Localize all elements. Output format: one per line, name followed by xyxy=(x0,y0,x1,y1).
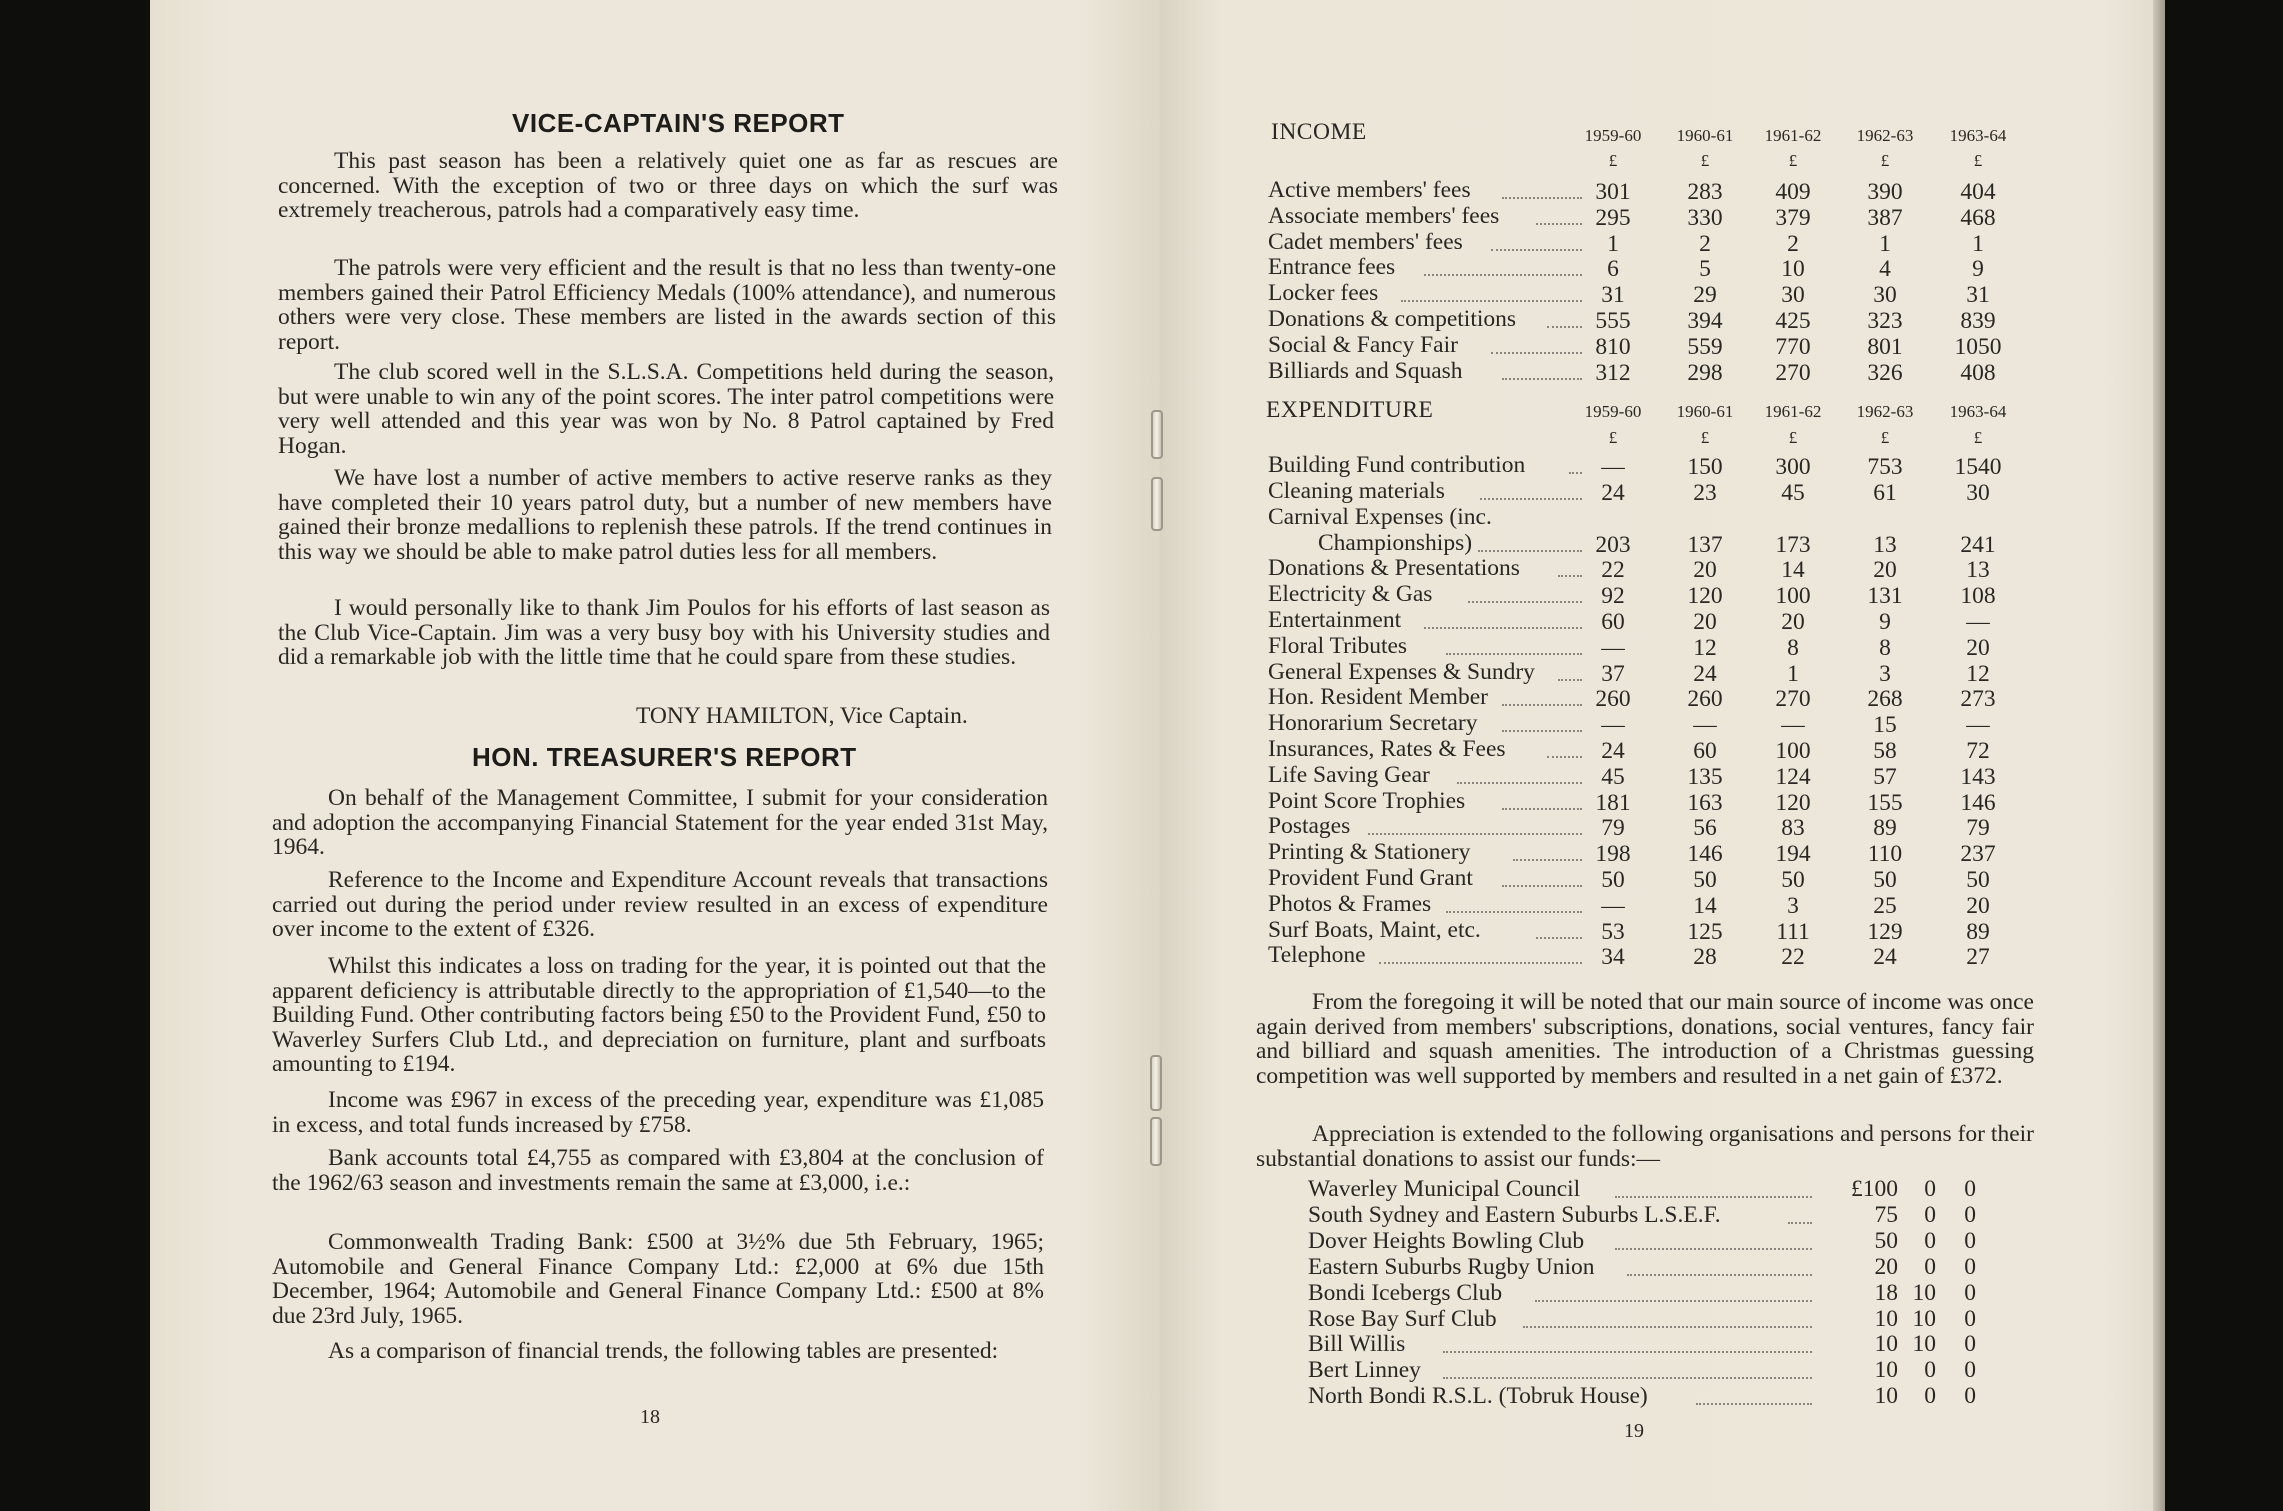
expenditure-value-cell: — xyxy=(1966,609,1990,635)
expenditure-value-cell: 237 xyxy=(1960,841,1996,868)
expenditure-value-cell: 72 xyxy=(1966,738,1990,764)
expenditure-currency-symbol: £ xyxy=(1973,428,1983,447)
donor-leader-dots xyxy=(1615,1246,1812,1250)
donation-pounds: 10 xyxy=(1874,1305,1898,1332)
income-leader-dots xyxy=(1536,221,1582,225)
vice-captain-paragraph-5: I would personally like to thank Jim Poulos for his efforts of last season as the Club Vice-Captain. Jim was a very busy boy with his University studies and did a remarkable job with the little time that he could spare from these studies. xyxy=(278,595,1050,671)
income-value-cell: 2 xyxy=(1787,230,1799,257)
expenditure-value-cell: 146 xyxy=(1687,841,1723,868)
income-leader-dots xyxy=(1424,272,1582,276)
expenditure-value-cell: 27 xyxy=(1966,944,1990,971)
vice-captain-paragraph-1: This past season has been a relatively quiet one as far as rescues are concerned. With the exception of two or three days on which the surf was extremely treacherous, patrols had a comparatively easy time. xyxy=(278,148,1058,224)
donation-shillings: 0 xyxy=(1924,1201,1936,1228)
donor-leader-dots xyxy=(1523,1324,1812,1328)
staple-bottom-lower xyxy=(1150,1117,1162,1166)
expenditure-value-cell: 89 xyxy=(1873,815,1897,842)
income-year-header: 1962-63 xyxy=(1856,126,1914,145)
donation-shillings: 0 xyxy=(1924,1176,1936,1202)
expenditure-value-cell: 24 xyxy=(1601,479,1625,506)
donor-name: Rose Bay Surf Club xyxy=(1308,1305,1497,1332)
expenditure-leader-dots xyxy=(1547,754,1582,758)
expenditure-leader-dots xyxy=(1368,831,1582,835)
income-value-cell: 810 xyxy=(1595,333,1631,360)
donor-name: Waverley Municipal Council xyxy=(1308,1176,1581,1202)
expenditure-currency-symbol: £ xyxy=(1880,428,1890,447)
income-value-cell: 1 xyxy=(1972,230,1984,257)
income-row-label: Social & Fancy Fair xyxy=(1268,331,1458,358)
donation-pence: 0 xyxy=(1964,1227,1976,1254)
income-value-cell: 409 xyxy=(1775,179,1811,205)
expenditure-row-label: General Expenses & Sundry xyxy=(1268,658,1535,685)
expenditure-year-header: 1959-60 xyxy=(1584,402,1642,421)
treasurer-paragraph-4: Income was £967 in excess of the preceding year, expenditure was £1,085 in excess, and total funds increased by £758. xyxy=(272,1087,1044,1138)
expenditure-value-cell: 58 xyxy=(1873,738,1897,764)
expenditure-value-cell: 45 xyxy=(1781,479,1805,506)
income-value-cell: 30 xyxy=(1781,282,1805,309)
income-value-cell: 295 xyxy=(1595,204,1631,231)
expenditure-value-cell: 135 xyxy=(1687,763,1723,790)
vice-captain-signature: TONY HAMILTON, Vice Captain. xyxy=(636,703,968,729)
expenditure-year-header: 1961-62 xyxy=(1764,402,1822,421)
expenditure-leader-dots xyxy=(1536,935,1582,939)
income-summary-paragraph: From the foregoing it will be noted that our main source of income was once again derived from members' subscriptions, donations, social ventures, fancy fair and billiard and squash amenities. The introduction of a Christmas guessing competition was well supported by members and resulted in a net gain of £372. xyxy=(1256,989,2034,1089)
expenditure-value-cell: 270 xyxy=(1775,686,1811,713)
income-year-header: 1959-60 xyxy=(1584,126,1642,145)
expenditure-row-label: Carnival Expenses (inc. xyxy=(1268,503,1492,530)
expenditure-value-cell: 61 xyxy=(1873,479,1897,506)
expenditure-leader-dots xyxy=(1502,806,1582,810)
income-row-label: Donations & competitions xyxy=(1268,306,1517,332)
page-number-right: 19 xyxy=(1624,1420,1644,1442)
donation-pence: 0 xyxy=(1964,1279,1976,1306)
expenditure-value-cell: 15 xyxy=(1873,712,1897,739)
expenditure-value-cell: 3 xyxy=(1787,892,1799,919)
expenditure-value-cell: 20 xyxy=(1693,557,1717,584)
donation-pence: 0 xyxy=(1964,1357,1976,1384)
income-leader-dots xyxy=(1401,298,1582,302)
donor-leader-dots xyxy=(1443,1375,1813,1379)
expenditure-value-cell: 20 xyxy=(1966,892,1990,919)
expenditure-row-label: Life Saving Gear xyxy=(1268,761,1430,788)
donation-shillings: 10 xyxy=(1912,1305,1936,1332)
expenditure-value-cell: 89 xyxy=(1966,918,1990,945)
expenditure-value-cell: — xyxy=(1601,712,1625,739)
expenditure-row-label: Donations & Presentations xyxy=(1268,555,1520,582)
expenditure-value-cell: 53 xyxy=(1601,918,1625,945)
expenditure-value-cell: 13 xyxy=(1966,557,1990,584)
expenditure-leader-dots xyxy=(1502,883,1582,887)
income-row-label: Associate members' fees xyxy=(1268,202,1500,229)
donor-leader-dots xyxy=(1535,1298,1813,1302)
donation-pence: 0 xyxy=(1964,1305,1976,1332)
expenditure-value-cell: 14 xyxy=(1693,892,1717,919)
income-value-cell: 5 xyxy=(1699,256,1711,283)
expenditure-leader-dots xyxy=(1502,728,1582,732)
income-leader-dots xyxy=(1491,247,1582,251)
expenditure-value-cell: 9 xyxy=(1879,609,1891,635)
donation-pence: 0 xyxy=(1964,1253,1976,1280)
donations-intro-paragraph: Appreciation is extended to the following organisations and persons for their substantial donations to assist our funds:— xyxy=(1256,1121,2034,1172)
expenditure-row-label: Postages xyxy=(1268,813,1351,840)
income-value-cell: 29 xyxy=(1693,282,1717,309)
income-row-label: Entrance fees xyxy=(1268,254,1396,281)
expenditure-value-cell: 14 xyxy=(1781,557,1805,584)
income-currency-symbol: £ xyxy=(1700,151,1710,170)
expenditure-value-cell: 56 xyxy=(1693,815,1717,842)
income-currency-symbol: £ xyxy=(1608,151,1618,170)
expenditure-value-cell: 268 xyxy=(1867,686,1903,713)
income-value-cell: 31 xyxy=(1601,282,1625,309)
expenditure-value-cell: 100 xyxy=(1775,738,1811,764)
income-value-cell: 408 xyxy=(1960,359,1996,386)
income-value-cell: 2 xyxy=(1699,230,1711,257)
expenditure-value-cell: 753 xyxy=(1867,454,1903,480)
expenditure-value-cell: 50 xyxy=(1873,867,1897,893)
expenditure-value-cell: 260 xyxy=(1687,686,1723,713)
income-value-cell: 770 xyxy=(1775,333,1811,360)
income-value-cell: 30 xyxy=(1873,282,1897,309)
expenditure-row-label: Printing & Stationery xyxy=(1268,839,1471,866)
expenditure-value-cell: 12 xyxy=(1966,660,1990,687)
expenditure-row-label: Telephone xyxy=(1268,942,1366,969)
income-value-cell: 379 xyxy=(1775,204,1811,231)
expenditure-row-label: Honorarium Secretary xyxy=(1268,710,1478,737)
expenditure-leader-dots xyxy=(1457,780,1582,784)
treasurer-paragraph-5: Bank accounts total £4,755 as compared with £3,804 at the conclusion of the 1962/63 season and investments remain the same at £3,000, i.e.: xyxy=(272,1145,1044,1196)
donation-shillings: 0 xyxy=(1924,1253,1936,1280)
expenditure-value-cell: 37 xyxy=(1601,660,1625,687)
donor-leader-dots xyxy=(1615,1194,1812,1198)
donation-shillings: 0 xyxy=(1924,1357,1936,1384)
expenditure-value-cell: 57 xyxy=(1873,763,1897,790)
expenditure-value-cell: 129 xyxy=(1867,918,1903,945)
expenditure-leader-dots xyxy=(1468,599,1582,603)
income-value-cell: 323 xyxy=(1867,308,1903,334)
donor-name: North Bondi R.S.L. (Tobruk House) xyxy=(1308,1383,1648,1410)
staple-bottom xyxy=(1150,1055,1162,1111)
expenditure-leader-dots xyxy=(1480,496,1582,500)
expenditure-value-cell: 198 xyxy=(1595,841,1631,868)
treasurer-paragraph-2: Reference to the Income and Expenditure Account reveals that transactions carried out during the period under review resulted in an excess of expenditure over income to the extent of £326. xyxy=(272,867,1048,943)
expenditure-value-cell: 50 xyxy=(1693,867,1717,893)
expenditure-row-label: Photos & Frames xyxy=(1268,890,1432,917)
income-year-header: 1963-64 xyxy=(1949,126,2007,145)
income-row-label: Active members' fees xyxy=(1268,177,1471,203)
donor-name: Bill Willis xyxy=(1308,1331,1406,1358)
expenditure-value-cell: — xyxy=(1966,712,1990,739)
donation-pounds: 75 xyxy=(1874,1201,1898,1228)
expenditure-value-cell: 110 xyxy=(1867,841,1903,868)
donation-shillings: 10 xyxy=(1912,1279,1936,1306)
donation-pence: 0 xyxy=(1964,1201,1976,1228)
expenditure-value-cell: 79 xyxy=(1966,815,1990,842)
expenditure-value-cell: 203 xyxy=(1595,531,1631,558)
expenditure-value-cell: 173 xyxy=(1775,531,1811,558)
expenditure-value-cell: 125 xyxy=(1687,918,1723,945)
donor-name: Bert Linney xyxy=(1308,1357,1421,1384)
expenditure-value-cell: 120 xyxy=(1687,583,1723,610)
expenditure-leader-dots xyxy=(1502,702,1582,706)
expenditure-value-cell: 45 xyxy=(1601,763,1625,790)
vice-captain-paragraph-3: The club scored well in the S.L.S.A. Competitions held during the season, but were unable to win any of the point scores. The inter patrol competitions were very well attended and this year was won by No. 8 Patrol captained by Fred Hogan. xyxy=(278,359,1054,459)
expenditure-leader-dots xyxy=(1424,625,1582,629)
expenditure-row-label: Surf Boats, Maint, etc. xyxy=(1268,916,1481,943)
expenditure-value-cell: 163 xyxy=(1687,789,1723,816)
donation-pounds: 18 xyxy=(1874,1279,1898,1306)
income-value-cell: 4 xyxy=(1879,256,1891,283)
income-value-cell: 394 xyxy=(1687,308,1723,334)
expenditure-value-cell: — xyxy=(1601,634,1625,661)
treasurer-heading: HON. TREASURER'S REPORT xyxy=(472,742,857,772)
expenditure-value-cell: 22 xyxy=(1601,557,1625,584)
expenditure-value-cell: 8 xyxy=(1879,634,1891,661)
income-value-cell: 387 xyxy=(1867,204,1903,231)
income-value-cell: 468 xyxy=(1960,204,1996,231)
expenditure-year-header: 1960-61 xyxy=(1676,402,1734,421)
income-currency-symbol: £ xyxy=(1880,151,1890,170)
income-value-cell: 312 xyxy=(1595,359,1631,386)
income-value-cell: 1 xyxy=(1607,230,1619,257)
expenditure-value-cell: 124 xyxy=(1775,763,1811,790)
expenditure-value-cell: 137 xyxy=(1687,531,1723,558)
income-value-cell: 270 xyxy=(1775,359,1811,386)
income-value-cell: 1050 xyxy=(1954,333,2002,360)
donor-leader-dots xyxy=(1788,1220,1813,1224)
income-year-header: 1960-61 xyxy=(1676,126,1734,145)
income-value-cell: 555 xyxy=(1595,308,1631,334)
income-value-cell: 801 xyxy=(1867,333,1903,360)
donation-pounds: 20 xyxy=(1874,1253,1898,1280)
expenditure-row-label: Entertainment xyxy=(1268,607,1402,633)
income-value-cell: 301 xyxy=(1595,179,1631,205)
expenditure-year-header: 1962-63 xyxy=(1856,402,1914,421)
income-value-cell: 6 xyxy=(1607,256,1619,283)
expenditure-currency-symbol: £ xyxy=(1788,428,1798,447)
donation-pounds: 10 xyxy=(1874,1357,1898,1384)
expenditure-value-cell: 22 xyxy=(1781,944,1805,971)
income-row-label: Locker fees xyxy=(1268,280,1379,307)
income-leader-dots xyxy=(1491,350,1582,354)
expenditure-value-cell: 24 xyxy=(1873,944,1897,971)
donation-pence: 0 xyxy=(1964,1383,1976,1410)
expenditure-value-cell: — xyxy=(1601,454,1625,480)
expenditure-value-cell: 24 xyxy=(1601,738,1625,764)
expenditure-value-cell: 34 xyxy=(1601,944,1625,971)
expenditure-value-cell: 79 xyxy=(1601,815,1625,842)
expenditure-value-cell: 20 xyxy=(1966,634,1990,661)
income-value-cell: 9 xyxy=(1972,256,1984,283)
income-row-label: Billiards and Squash xyxy=(1268,357,1463,384)
expenditure-value-cell: 30 xyxy=(1966,479,1990,506)
expenditure-year-header: 1963-64 xyxy=(1949,402,2007,421)
expenditure-leader-dots xyxy=(1478,548,1582,552)
income-value-cell: 31 xyxy=(1966,282,1990,309)
income-value-cell: 1 xyxy=(1879,230,1891,257)
vice-captain-heading: VICE-CAPTAIN'S REPORT xyxy=(512,108,845,138)
expenditure-row-label: Floral Tributes xyxy=(1268,632,1408,659)
donation-pounds: £100 xyxy=(1851,1176,1898,1202)
expenditure-value-cell: — xyxy=(1601,892,1625,919)
expenditure-value-cell: 3 xyxy=(1879,660,1891,687)
expenditure-value-cell: 300 xyxy=(1775,454,1811,480)
expenditure-value-cell: 260 xyxy=(1595,686,1631,713)
expenditure-value-cell: 83 xyxy=(1781,815,1805,842)
donor-name: Eastern Suburbs Rugby Union xyxy=(1308,1253,1595,1280)
expenditure-row-label: Building Fund contribution xyxy=(1268,452,1526,478)
vice-captain-paragraph-2: The patrols were very efficient and the result is that no less than twenty-one members gained their Patrol Efficiency Medals (100% attendance), and numerous others were very close. These members are listed in the awards section of this report. xyxy=(278,255,1056,355)
expenditure-value-cell: 23 xyxy=(1693,479,1717,506)
income-row-label: Cadet members' fees xyxy=(1268,228,1463,255)
expenditure-row-label: Electricity & Gas xyxy=(1268,581,1433,608)
donor-name: Dover Heights Bowling Club xyxy=(1308,1227,1585,1254)
donor-leader-dots xyxy=(1627,1272,1813,1276)
income-leader-dots xyxy=(1547,324,1582,328)
page-edge xyxy=(2153,0,2165,1511)
expenditure-value-cell: 100 xyxy=(1775,583,1811,610)
income-value-cell: 298 xyxy=(1687,359,1723,386)
expenditure-value-cell: 20 xyxy=(1781,609,1805,635)
expenditure-row-label: Provident Fund Grant xyxy=(1268,865,1473,891)
expenditure-value-cell: 60 xyxy=(1693,738,1717,764)
income-leader-dots xyxy=(1502,376,1582,380)
expenditure-value-cell: 28 xyxy=(1693,944,1717,971)
expenditure-value-cell: 20 xyxy=(1873,557,1897,584)
expenditure-value-cell: 143 xyxy=(1960,763,1996,790)
expenditure-value-cell: 1 xyxy=(1787,660,1799,687)
donor-name: South Sydney and Eastern Suburbs L.S.E.F. xyxy=(1308,1201,1721,1228)
page-number-left: 18 xyxy=(640,1406,660,1428)
donation-pence: 0 xyxy=(1964,1176,1976,1202)
income-value-cell: 10 xyxy=(1781,256,1805,283)
expenditure-leader-dots xyxy=(1513,857,1582,861)
expenditure-value-cell: 273 xyxy=(1960,686,1996,713)
income-value-cell: 330 xyxy=(1687,204,1723,231)
vice-captain-paragraph-4: We have lost a number of active members to active reserve ranks as they have completed their 10 years patrol duty, but a number of new members have gained their bronze medallions to replenish these patrols. If the trend continues in this way we should be able to make patrol duties less for all members. xyxy=(278,465,1052,565)
expenditure-leader-dots xyxy=(1446,909,1582,913)
income-currency-symbol: £ xyxy=(1973,151,1983,170)
expenditure-value-cell: — xyxy=(1781,712,1805,739)
treasurer-paragraph-7: As a comparison of financial trends, the following tables are presented: xyxy=(328,1338,999,1364)
treasurer-paragraph-3: Whilst this indicates a loss on trading for the year, it is pointed out that the apparent deficiency is attributable directly to the appropriation of £1,540—to the Building Fund. Other contributing factors being £50 to the Provident Fund, £50 to Waverley Surfers Club Ltd., and depreciation on furniture, plant and surfboats amounting to £194. xyxy=(272,953,1046,1078)
expenditure-value-cell: 120 xyxy=(1775,789,1811,816)
donation-shillings: 0 xyxy=(1924,1383,1936,1410)
expenditure-value-cell: 194 xyxy=(1775,841,1811,868)
expenditure-value-cell: 1540 xyxy=(1954,454,2002,480)
expenditure-value-cell: 146 xyxy=(1960,789,1996,816)
expenditure-leader-dots xyxy=(1446,651,1582,655)
expenditure-currency-symbol: £ xyxy=(1608,428,1618,447)
expenditure-value-cell: 25 xyxy=(1873,892,1897,919)
expenditure-leader-dots xyxy=(1379,960,1582,964)
expenditure-value-cell: 24 xyxy=(1693,660,1717,687)
expenditure-currency-symbol: £ xyxy=(1700,428,1710,447)
donor-leader-dots xyxy=(1696,1401,1813,1405)
donation-shillings: 0 xyxy=(1924,1227,1936,1254)
income-value-cell: 404 xyxy=(1960,179,1996,205)
income-value-cell: 283 xyxy=(1687,179,1723,205)
expenditure-row-label: Point Score Trophies xyxy=(1268,787,1466,814)
expenditure-value-cell: 155 xyxy=(1867,789,1903,816)
income-value-cell: 559 xyxy=(1687,333,1723,360)
expenditure-value-cell: 12 xyxy=(1693,634,1717,661)
expenditure-row-label: Insurances, Rates & Fees xyxy=(1268,736,1506,762)
income-value-cell: 839 xyxy=(1960,308,1996,334)
expenditure-value-cell: 108 xyxy=(1960,583,1996,610)
expenditure-value-cell: 50 xyxy=(1966,867,1990,893)
treasurer-paragraph-1: On behalf of the Management Committee, I submit for your consideration and adoption the accompanying Financial Statement for the year ended 31st May, 1964. xyxy=(272,785,1048,861)
expenditure-row-label: Cleaning materials xyxy=(1268,477,1445,504)
income-value-cell: 390 xyxy=(1867,179,1903,205)
income-value-cell: 425 xyxy=(1775,308,1811,334)
staple-top xyxy=(1151,410,1163,459)
income-leader-dots xyxy=(1502,195,1582,199)
expenditure-value-cell: 150 xyxy=(1687,454,1723,480)
donation-pence: 0 xyxy=(1964,1331,1976,1358)
donation-pounds: 10 xyxy=(1874,1383,1898,1410)
expenditure-value-cell: 13 xyxy=(1873,531,1897,558)
donor-name: Bondi Icebergs Club xyxy=(1308,1279,1503,1306)
donation-pounds: 50 xyxy=(1874,1227,1898,1254)
expenditure-value-cell: 50 xyxy=(1601,867,1625,893)
expenditure-value-cell: 8 xyxy=(1787,634,1799,661)
donation-shillings: 10 xyxy=(1912,1331,1936,1358)
expenditure-value-cell: 20 xyxy=(1693,609,1717,635)
income-currency-symbol: £ xyxy=(1788,151,1798,170)
income-title: INCOME xyxy=(1271,119,1367,145)
expenditure-value-cell: 50 xyxy=(1781,867,1805,893)
donor-leader-dots xyxy=(1443,1349,1813,1353)
income-year-header: 1961-62 xyxy=(1764,126,1822,145)
staple-top-lower xyxy=(1151,477,1163,531)
treasurer-paragraph-6: Commonwealth Trading Bank: £500 at 3½% due 5th February, 1965; Automobile and General Finance Company Ltd.: £2,000 at 6% due 15th December, 1964; Automobile and General Finance Company Ltd.: £500 at 8% due 23rd July, 1965. xyxy=(272,1229,1044,1329)
expenditure-value-cell: 111 xyxy=(1776,918,1810,945)
expenditure-value-cell: 241 xyxy=(1960,531,1996,558)
donation-pounds: 10 xyxy=(1874,1331,1898,1358)
income-value-cell: 326 xyxy=(1867,359,1903,386)
expenditure-row-label-continued: Championships) xyxy=(1318,529,1473,556)
expenditure-value-cell: 92 xyxy=(1601,583,1625,610)
expenditure-value-cell: — xyxy=(1693,712,1717,739)
expenditure-value-cell: 131 xyxy=(1867,583,1903,610)
expenditure-value-cell: 60 xyxy=(1601,609,1625,635)
expenditure-value-cell: 181 xyxy=(1595,789,1631,816)
expenditure-row-label: Hon. Resident Member xyxy=(1268,684,1488,711)
expenditure-title: EXPENDITURE xyxy=(1266,397,1434,423)
